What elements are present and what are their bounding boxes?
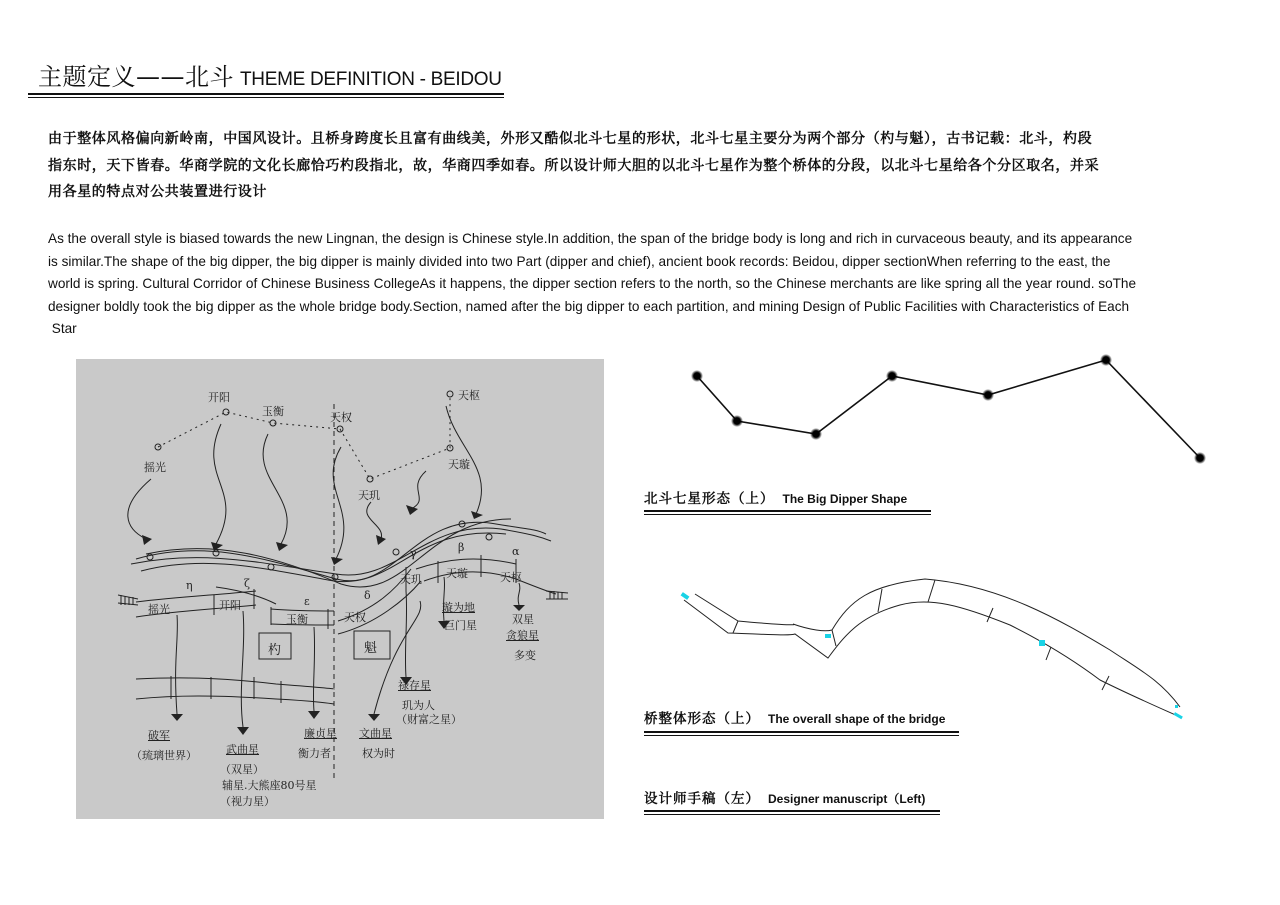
intro-en-line: is similar.The shape of the big dipper, the big dipper is mainly divided into two Part (dipper and chief), ancient book records: Beidou, dipper sectionWhen referring to the east, the xyxy=(48,253,1111,269)
caption-manuscript xyxy=(644,788,925,809)
facility-marker xyxy=(1039,640,1045,646)
title-underline xyxy=(28,93,504,95)
intro-paragraph-cn xyxy=(48,126,1198,206)
note-wuqu-sub3: （视力星） xyxy=(220,795,275,808)
greek-gamma: γ xyxy=(410,547,417,560)
page-title-en: THEME DEFINITION - BEIDOU xyxy=(240,69,502,90)
caption-dipper-en: The Big Dipper Shape xyxy=(782,492,908,506)
star-label-yaoguang: 摇光 xyxy=(144,461,166,474)
note-lucun-sub2: （财富之星） xyxy=(396,713,462,726)
note-tanlang-sub2: 多变 xyxy=(514,649,536,662)
caption-dipper-underline xyxy=(644,510,931,512)
box-shao: 杓 xyxy=(268,643,282,658)
intro-cn-line: 用各星的特点对公共装置进行设计 xyxy=(48,184,267,200)
bridge-outline-diagram xyxy=(670,570,1200,730)
caption-manuscript-en: Designer manuscript（Left) xyxy=(768,792,926,806)
caption-bridge-cn: 桥整体形态（上） xyxy=(644,711,760,727)
star-point xyxy=(982,389,994,401)
segment-tianquan: 天权 xyxy=(344,611,366,624)
caption-bridge-underline xyxy=(644,731,959,733)
star-label-tianshu: 天枢 xyxy=(458,389,480,402)
star-label-tianxuan: 天璇 xyxy=(448,458,470,471)
note-lianzhen-sub: 衡力者 xyxy=(298,747,331,760)
note-wuqu-sub2: 辅星.大熊座80号星 xyxy=(222,779,317,792)
greek-zeta: ζ xyxy=(244,577,250,590)
star-point xyxy=(691,370,703,382)
caption-bridge-en: The overall shape of the bridge xyxy=(768,712,946,726)
note-xuan-sub: 巨门星 xyxy=(444,619,477,632)
star-label-kaiyang: 开阳 xyxy=(208,391,230,404)
note-tanlang-title: 双星 xyxy=(512,613,534,626)
segment-kaiyang: 开阳 xyxy=(219,599,241,612)
star-point xyxy=(810,428,822,440)
page-title xyxy=(38,60,502,97)
greek-delta: δ xyxy=(364,589,371,602)
caption-dipper xyxy=(644,488,907,509)
star-point xyxy=(731,415,743,427)
facility-marker xyxy=(825,634,831,638)
caption-manuscript-cn: 设计师手稿（左） xyxy=(644,791,760,807)
caption-dipper-cn: 北斗七星形态（上） xyxy=(644,491,775,507)
page-title-cn: 主题定义——北斗 xyxy=(38,63,234,91)
box-kui: 魁 xyxy=(364,641,378,656)
greek-alpha: α xyxy=(512,545,520,558)
note-pojun-sub: （琉璃世界） xyxy=(131,749,197,762)
star-label-tianji: 天玑 xyxy=(358,489,380,502)
note-lucun-title: 禄存星 xyxy=(398,679,431,692)
facility-marker xyxy=(1175,705,1178,708)
note-tanlang-sub: 贪狼星 xyxy=(506,629,539,642)
segment-tianji: 天玑 xyxy=(400,573,422,586)
segment-tianxuan: 天璇 xyxy=(446,567,468,580)
intro-en-line: As the overall style is biased towards the new Lingnan, the design is Chinese style.In addition, the span of the bridge body is long and rich in curvaceous beauty, and its appearance xyxy=(48,231,1133,246)
segment-yaoguang: 摇光 xyxy=(148,603,170,616)
note-pojun-title: 破军 xyxy=(148,729,170,742)
note-xuan-title: 璇为地 xyxy=(442,601,475,614)
segment-tianshu: 天枢 xyxy=(500,571,522,584)
intro-en-line: Star xyxy=(48,321,77,336)
note-wuqu-sub: （双星） xyxy=(220,763,264,776)
caption-bridge xyxy=(644,708,945,729)
greek-beta: β xyxy=(458,541,465,554)
note-wenqu-sub: 权为时 xyxy=(362,747,395,760)
facility-marker xyxy=(681,592,690,600)
star-point xyxy=(1194,452,1206,464)
designer-manuscript-image xyxy=(76,359,604,819)
greek-eta: η xyxy=(186,579,193,592)
note-lucun-sub: 玑为人 xyxy=(402,699,435,712)
big-dipper-diagram xyxy=(680,345,1220,475)
facility-marker xyxy=(1174,712,1183,719)
star-label-tianquan: 天权 xyxy=(330,411,352,424)
segment-yuheng: 玉衡 xyxy=(286,613,308,626)
intro-en-line: world is spring. Cultural Corridor of Chinese Business CollegeAs it happens, the dipper section refers to the north, so the Chinese merchants are like spring all the year round. soThe xyxy=(48,276,1137,291)
star-point xyxy=(1100,354,1112,366)
intro-en-line: designer boldly took the big dipper as the whole bridge body.Section, named after the big dipper to each partition, and mining Design of Public Facilities with Characteristics of Each xyxy=(48,298,1130,314)
intro-paragraph-en xyxy=(48,228,1233,341)
intro-cn-line: 由于整体风格偏向新岭南，中国风设计。且桥身跨度长且富有曲线美，外形又酷似北斗七星的形状，北斗七星主要分为两个部分（杓与魁），古书记载：北斗，杓段 xyxy=(48,131,1093,147)
greek-epsilon: ε xyxy=(304,595,310,608)
star-label-yuheng: 玉衡 xyxy=(262,405,284,418)
caption-manuscript-underline xyxy=(644,810,940,812)
intro-cn-line: 指东时，天下皆春。华商学院的文化长廊恰巧杓段指北，故，华商四季如春。所以设计师大胆的以北斗七星作为整个桥体的分段，以北斗七星给各个分区取名，并采 xyxy=(48,157,1100,174)
note-lianzhen-title: 廉贞星 xyxy=(304,727,337,740)
note-wuqu-title: 武曲星 xyxy=(226,743,259,756)
star-point xyxy=(886,370,898,382)
note-wenqu-title: 文曲星 xyxy=(359,727,392,740)
